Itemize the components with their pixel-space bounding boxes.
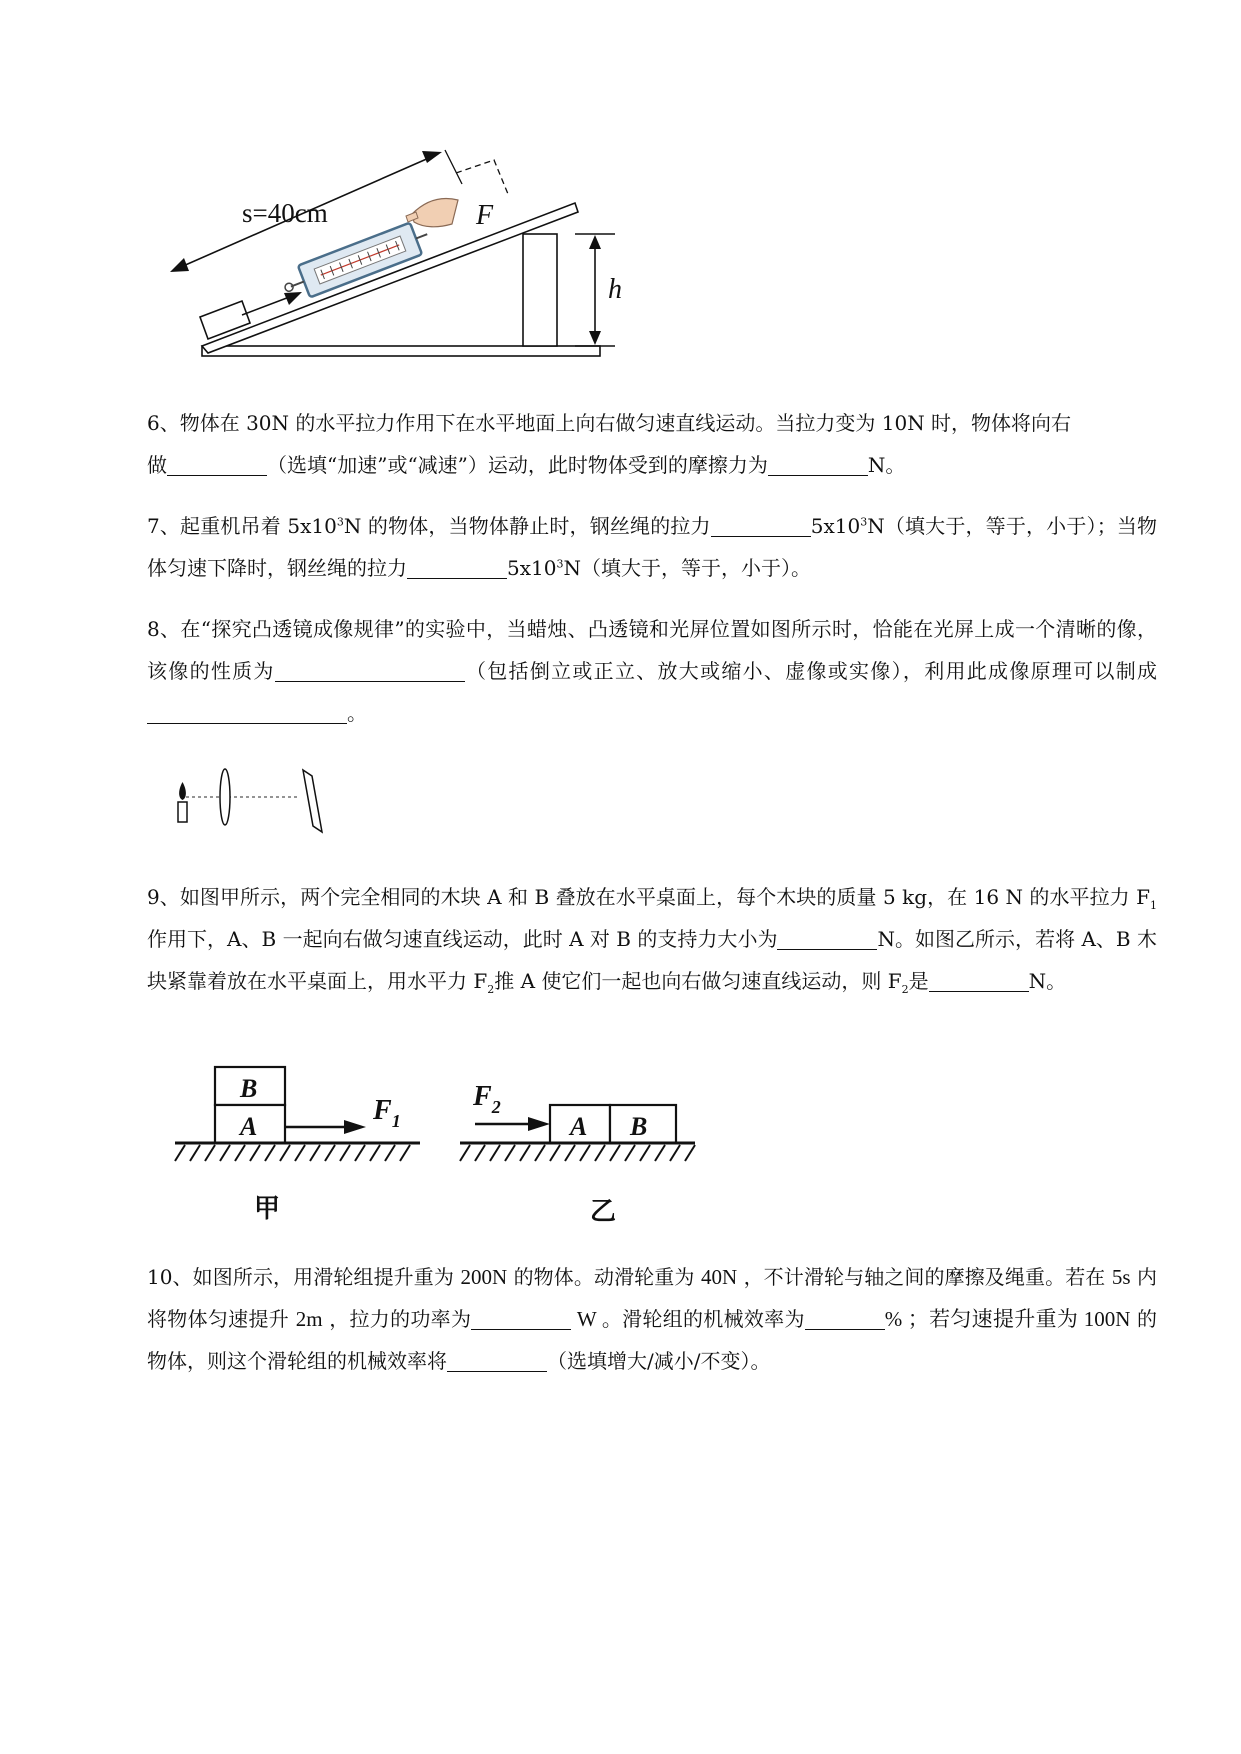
f1-label: $F_1$ [373, 1095, 401, 1131]
figure-yi [460, 1081, 695, 1226]
question-9: 9、如图甲所示，两个完全相同的木块 A 和 B 叠放在水平桌面上，每个木块的质量 5 kg，在 16 N 的水平拉力 $F_1$作用下，A、B 一起向右做匀速直线运动，此时 A 对 B 的支持力大小为 N。如图乙所示，若将 A、B 木块紧靠着放在水平桌面上，用水平力 $F_2$推 A 使它们一起也向右做匀速直线运动，则 $F_2$是 N。 [147, 885, 1157, 996]
answer-blank[interactable] [471, 1305, 571, 1330]
question-6: 6、物体在 30N 的水平拉力作用下在水平地面上向右做匀速直线运动。当拉力变为 10N 时，物体将向右 做 （选填“加速”或“减速”）运动，此时物体受到的摩擦力为 N。 [147, 411, 1072, 477]
svg-text:A: A [570, 1112, 588, 1141]
support-block [523, 234, 557, 346]
svg-text:B: B [630, 1112, 648, 1141]
candle [178, 802, 187, 822]
svg-text:B: B [240, 1074, 258, 1103]
question-8: 8、在“探究凸透镜成像规律”的实验中，当蜡烛、凸透镜和光屏位置如图所示时，恰能在光屏上成一个清晰的像，该像的性质为 （包括倒立或正立、放大或缩小、虚像或实像），利用此成像原理可以制成。 [147, 617, 1158, 725]
yi-label: 乙 [590, 1197, 617, 1226]
answer-blank[interactable] [447, 1347, 547, 1372]
answer-blank[interactable] [768, 451, 868, 476]
blocks-figure [170, 1065, 710, 1227]
answer-blank[interactable] [147, 699, 347, 724]
answer-blank[interactable] [711, 512, 811, 537]
question-10: 10、如图所示，用滑轮组提升重为 200N 的物体。动滑轮重为 40N ，不计滑轮与轴之间的摩擦及绳重。若在 5s 内将物体匀速提升 2m ，拉力的功率为 W 。滑轮组的机械效率为 % ；若匀速提升重为 100N 的物体，则这个滑轮组的机械效率将 （选填增大/减小/不变）。 [147, 1265, 1158, 1373]
answer-blank[interactable] [407, 554, 507, 579]
base-board [202, 346, 600, 356]
light-screen [303, 770, 322, 832]
f-label: F [476, 200, 494, 231]
answer-blank[interactable] [929, 967, 1029, 992]
candle-flame [179, 782, 186, 800]
s-label: s=40cm [242, 198, 328, 228]
answer-blank[interactable] [275, 657, 465, 682]
answer-blank[interactable] [777, 925, 877, 950]
convex-lens [220, 769, 230, 825]
answer-blank[interactable] [805, 1305, 885, 1330]
svg-text:A: A [240, 1112, 258, 1141]
figure-jia [175, 1067, 420, 1223]
answer-blank[interactable] [167, 451, 267, 476]
jia-label: 甲 [254, 1194, 281, 1223]
optics-figure [170, 762, 330, 842]
h-label: h [608, 274, 622, 305]
incline-figure [180, 160, 622, 365]
question-7: 7、起重机吊着 $5x10^3N$ 的物体，当物体静止时，钢丝绳的拉力 $5x10^3N$（填大于，等于，小于）；当物体匀速下降时，钢丝绳的拉力 $5x10^3N$（填大于，等于，小于）。 [147, 514, 1158, 580]
f2-label: $F_2$ [473, 1081, 501, 1117]
hand [406, 199, 458, 227]
